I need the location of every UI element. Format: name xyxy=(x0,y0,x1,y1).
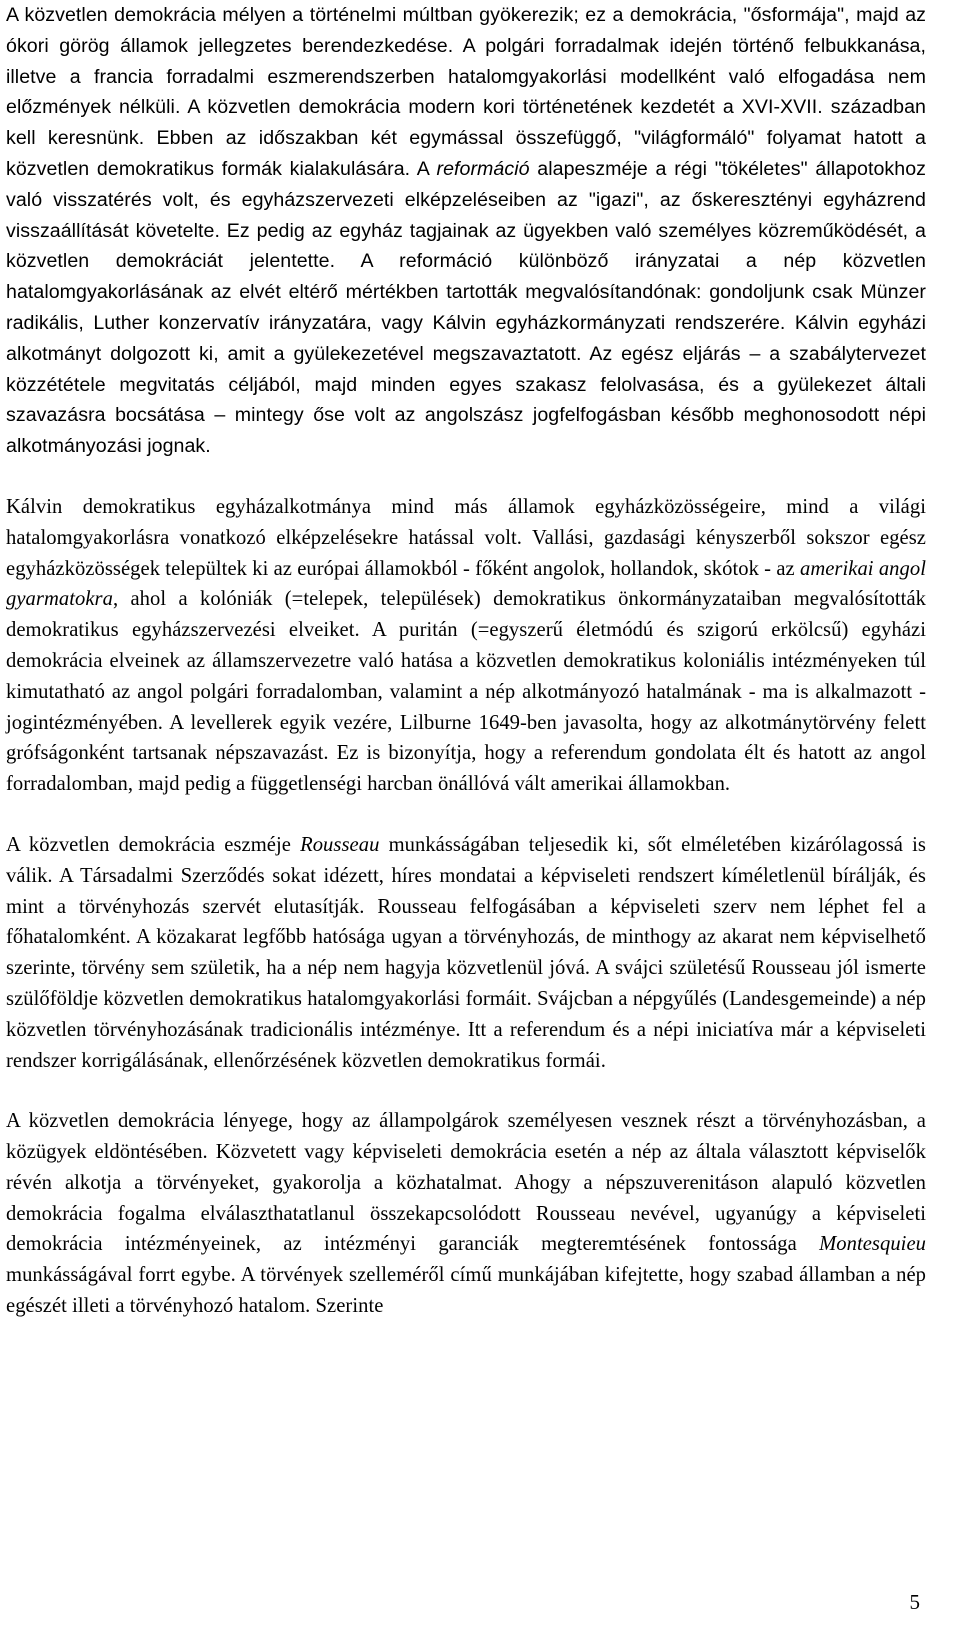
paragraph-4-text-b: munkásságával forrt egybe. A törvények szelleméről című munkájában kifejtette, hogy szabad államban a nép egészét illeti a törvényhozó hatalom. Szerinte xyxy=(6,1264,926,1318)
paragraph-3-emphasis-rousseau: Rousseau xyxy=(300,833,380,856)
paragraph-3-text-b: munkásságában teljesedik ki, sőt elméletében kizárólagossá is válik. A Társadalmi Szerződés sokat idézett, híres mondatai a képviseleti rendszert kíméletlenül bírálják, és mint a törvényhozás szervét elutasítják. Rousseau felfogásában a képviseleti szerv nem léphet fel a főhatalomként. A közakarat legfőbb hatósága ugyan a törvényhozás, de minthogy az akarat nem képviselhető szerinte, törvény sem születik, ha a nép nem hagyja közvetlenül jóvá. A svájci születésű Rousseau jól ismerte szülőföldje közvetlen demokratikus hatalomgyakorlási formáit. Svájcban a népgyűlés (Landesgemeinde) a nép közvetlen törvényhozásának tradicionális intézménye. Itt a referendum és a népi iniciatíva már a képviseleti rendszer korrigálásának, ellenőrzésének közvetlen demokratikus formái. xyxy=(6,833,926,1072)
paragraph-4-text-a: A közvetlen demokrácia lényege, hogy az állampolgárok személyesen vesznek részt a törvényhozásban, a közügyek eldöntésében. Közvetett vagy képviseleti demokrácia esetén a nép az általa választott képviselők révén alkotja a törvényeket, gyakorolja a közhatalmat. Ahogy a népszuverenitáson alapuló közvetlen demokrácia fogalma elválaszthatatlanul összekapcsolódott Rousseau nevével, ugyanúgy a képviseleti demokrácia intézményeinek, az intézményi garanciák megteremtésének fontossága xyxy=(6,1110,926,1256)
document-page xyxy=(6,0,926,1322)
paragraph-3-text-a: A közvetlen demokrácia eszméje xyxy=(6,833,301,856)
paragraph-1-emphasis-reformacio: reformáció xyxy=(436,157,530,180)
paragraph-4 xyxy=(6,1106,926,1322)
paragraph-2-text-a: Kálvin demokratikus egyházalkotmánya mind más államok egyházközösségeire, mind a világi hatalomgyakorlásra vonatkozó elképzelésekre hatással volt. Vallási, gazdasági kényszerből sokszor egész egyházközösségek települtek ki az európai államokból - főként angolok, hollandok, skótok - az xyxy=(6,495,926,580)
paragraph-2 xyxy=(6,492,926,800)
paragraph-1 xyxy=(6,0,926,462)
paragraph-2-emphasis-gyarmatok: amerikai angol gyarmatokra xyxy=(6,557,926,611)
paragraph-1-text-a: A közvetlen demokrácia mélyen a történelmi múltban gyökerezik; ez a demokrácia, "ősformája", majd az ókori görög államok jellegzetes berendezkedése. A polgári forradalmak idején történő felbukkanása, illetve a francia forradalmi eszmerendszerben hatalomgyakorlási modellként való elfogadása nem előzmények nélküli. A közvetlen demokrácia modern kori történetének kezdetét a XVI-XVII. században kell keresnünk. Ebben az időszakban két egymással összefüggő, "világformáló" folyamat hatott a közvetlen demokratikus formák kialakulására. A xyxy=(6,4,926,180)
paragraph-1-text-b: alapeszméje a régi "tökéletes" állapotokhoz való visszatérés volt, és egyházszervezeti elképzeléseiben az "igazi", az őskeresztényi egyházrend visszaállítását követelte. Ez pedig az egyház tagjainak az ügyekben való személyes közreműködését, a közvetlen demokráciát jelentette. A reformáció különböző irányzatai a nép közvetlen hatalomgyakorlásának az elvét eltérő mértékben tartották megvalósítandónak: gondoljunk csak Münzer radikális, Luther konzervatív irányzatára, vagy Kálvin egyházkormányzati rendszerére. Kálvin egyházi alkotmányt dolgozott ki, amit a gyülekezetével megszavaztatott. Az egész eljárás – a szabálytervezet közzététele megvitatás céljából, majd minden egyes szakasz felolvasása, és a gyülekezet általi szavazásra bocsátása – mintegy őse volt az angolszász jogfelfogásban később meghonosodott népi alkotmányozási jognak. xyxy=(6,157,926,458)
paragraph-4-emphasis-montesquieu: Montesquieu xyxy=(819,1233,926,1256)
paragraph-3 xyxy=(6,830,926,1076)
page-number: 5 xyxy=(909,1590,920,1614)
paragraph-2-text-b: , ahol a kolóniák (=telepek, települések) demokratikus önkormányzataiban megvalósították demokratikus egyházszervezési elveiket. A puritán (=egyszerű életmódú és szigorú erkölcsű) egyházi demokrácia elveinek az államszervezetre való hatása a közvetlen demokratikus koloniális intézményeken túl kimutatható az angol polgári forradalomban, valamint a nép alkotmányozó hatalmának - ma is alkalmazott - jogintézményében. A levellerek egyik vezére, Lilburne 1649-ben javasolta, hogy az alkotmánytörvény felett grófságonként tartsanak népszavazást. Ez is bizonyítja, hogy a referendum gondolata élt és hatott az angol forradalomban, majd pedig a függetlenségi harcban önállóvá vált amerikai államokban. xyxy=(6,588,926,796)
